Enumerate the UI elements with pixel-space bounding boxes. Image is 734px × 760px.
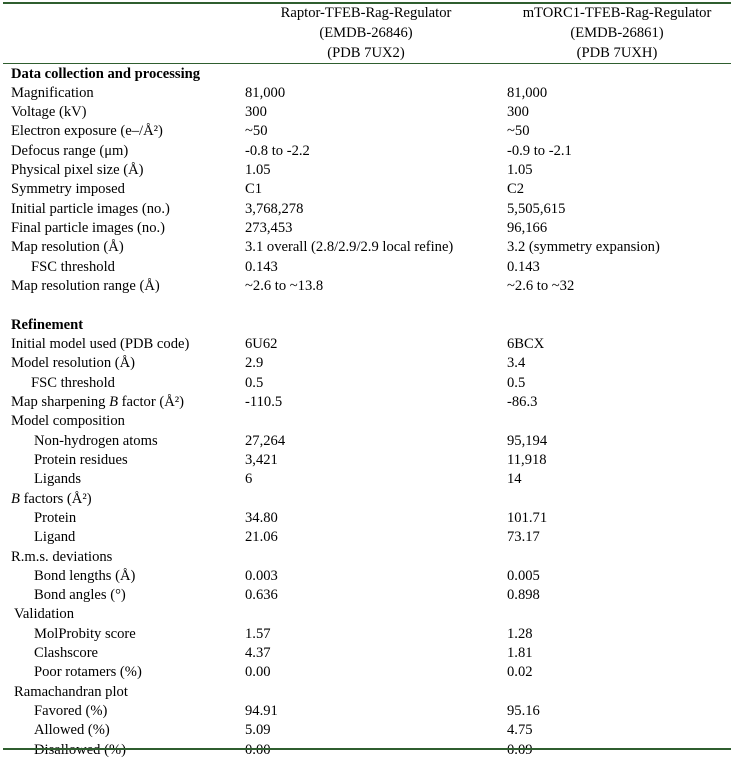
table-row — [0, 586, 734, 605]
value-mtorc1: 73.17 — [507, 529, 540, 546]
value-mtorc1: 5,505,615 — [507, 200, 566, 217]
table-row — [0, 509, 734, 528]
row-label: Initial particle images (no.) — [11, 200, 170, 217]
table-row — [0, 470, 734, 489]
value-mtorc1: C2 — [507, 181, 525, 198]
column-header-pdb: (PDB 7UX2) — [327, 45, 405, 61]
value-raptor: 1.57 — [245, 625, 271, 642]
row-label: Model composition — [11, 413, 125, 430]
row-label: Ramachandran plot — [14, 683, 128, 700]
value-raptor: 6 — [245, 471, 253, 488]
value-raptor: ~50 — [245, 123, 268, 140]
row-label: Protein — [34, 509, 77, 526]
column-header-emdb: (EMDB-26846) — [319, 25, 413, 41]
row-label: Initial model used (PDB code) — [11, 335, 190, 352]
value-raptor: 0.143 — [245, 258, 278, 275]
row-label: Final particle images (no.) — [11, 220, 165, 237]
table-row — [0, 277, 734, 296]
row-label: Clashscore — [34, 645, 99, 662]
row-label: Favored (%) — [34, 703, 108, 720]
value-mtorc1: 14 — [507, 471, 522, 488]
row-label: Symmetry imposed — [11, 181, 125, 198]
value-raptor: 34.80 — [245, 509, 278, 526]
value-mtorc1: -86.3 — [507, 393, 538, 410]
table-row — [0, 412, 734, 431]
value-raptor: 3.1 overall (2.8/2.9/2.9 local refine) — [245, 239, 454, 256]
value-mtorc1: 300 — [507, 104, 529, 121]
table-row — [0, 65, 734, 84]
table-row — [0, 316, 734, 335]
table-row — [0, 354, 734, 373]
value-raptor: 27,264 — [245, 432, 286, 449]
value-raptor: 94.91 — [245, 703, 278, 720]
row-label: Magnification — [11, 84, 94, 101]
value-raptor: 1.05 — [245, 162, 271, 179]
value-mtorc1: 101.71 — [507, 509, 548, 526]
column-header-emdb: (EMDB-26861) — [570, 25, 664, 41]
table-row — [0, 567, 734, 586]
table-row — [0, 122, 734, 141]
row-label: FSC threshold — [31, 258, 115, 275]
value-mtorc1: 1.81 — [507, 645, 533, 662]
value-raptor: 81,000 — [245, 84, 286, 101]
table-row — [0, 528, 734, 547]
table-row — [0, 84, 734, 103]
row-label: Ligands — [34, 471, 82, 488]
value-mtorc1: 0.5 — [507, 374, 526, 391]
value-raptor: 273,453 — [245, 220, 293, 237]
value-raptor: ~2.6 to ~13.8 — [245, 278, 324, 295]
row-label: Map resolution range (Å) — [11, 278, 160, 295]
table-row — [0, 238, 734, 257]
column-header-title: Raptor-TFEB-Rag-Regulator — [280, 5, 452, 21]
row-label: Poor rotamers (%) — [34, 664, 142, 681]
row-label: FSC threshold — [31, 374, 115, 391]
table-row — [0, 258, 734, 277]
table-row — [0, 296, 734, 315]
row-label: Defocus range (μm) — [11, 142, 129, 159]
table-row — [0, 663, 734, 682]
table-row — [0, 219, 734, 238]
value-raptor: -0.8 to -2.2 — [245, 142, 310, 159]
table-row — [0, 335, 734, 354]
table-row — [0, 702, 734, 721]
value-mtorc1: 0.005 — [507, 567, 540, 584]
row-label: Model resolution (Å) — [11, 355, 136, 372]
row-label: Voltage (kV) — [11, 104, 87, 121]
table-row — [0, 393, 734, 412]
value-mtorc1: 1.05 — [507, 162, 533, 179]
table-row — [0, 644, 734, 663]
table-row — [0, 161, 734, 180]
value-raptor: -110.5 — [245, 393, 283, 410]
value-mtorc1: 4.75 — [507, 722, 533, 739]
column-header-title: mTORC1-TFEB-Rag-Regulator — [522, 5, 712, 21]
row-label: Allowed (%) — [34, 722, 110, 739]
value-raptor: 300 — [245, 104, 267, 121]
row-label: R.m.s. deviations — [11, 548, 113, 565]
row-label: Map sharpening B factor (Å²) — [11, 393, 184, 410]
value-mtorc1: 95,194 — [507, 432, 548, 449]
value-mtorc1: 81,000 — [507, 84, 548, 101]
value-mtorc1: 6BCX — [507, 335, 545, 352]
value-raptor — [245, 741, 271, 760]
value-mtorc1: 0.143 — [507, 258, 540, 275]
row-label: Bond lengths (Å) — [34, 567, 136, 584]
value-raptor: 0.5 — [245, 374, 264, 391]
row-label: Bond angles (°) — [34, 587, 126, 604]
table-row — [0, 548, 734, 567]
value-raptor: 0.636 — [245, 587, 278, 604]
value-raptor: 0.003 — [245, 567, 278, 584]
table-row — [0, 142, 734, 161]
value-mtorc1: ~2.6 to ~32 — [507, 278, 575, 295]
row-label — [34, 741, 126, 760]
table-row — [0, 741, 734, 760]
value-mtorc1: 96,166 — [507, 220, 548, 237]
table-row — [0, 180, 734, 199]
row-label: Electron exposure (e–/Å²) — [11, 123, 163, 140]
value-raptor: 21.06 — [245, 529, 278, 546]
value-mtorc1: -0.9 to -2.1 — [507, 142, 572, 159]
value-mtorc1: 0.02 — [507, 664, 533, 681]
value-raptor: 3,768,278 — [245, 200, 304, 217]
row-label: B factors (Å²) — [11, 490, 92, 507]
value-raptor: 0.00 — [245, 664, 271, 681]
value-raptor: 6U62 — [245, 335, 278, 352]
row-label: Ligand — [34, 529, 76, 546]
row-label: Map resolution (Å) — [11, 239, 124, 256]
value-mtorc1: 3.4 — [507, 355, 526, 372]
value-mtorc1: 95.16 — [507, 703, 540, 720]
row-label: Non-hydrogen atoms — [34, 432, 158, 449]
table-row — [0, 683, 734, 702]
table-row — [0, 490, 734, 509]
value-mtorc1: 11,918 — [507, 451, 547, 468]
table-row — [0, 432, 734, 451]
value-raptor: C1 — [245, 181, 263, 198]
row-label: Data collection and processing — [11, 65, 201, 82]
row-label: Physical pixel size (Å) — [11, 162, 144, 179]
value-mtorc1: 3.2 (symmetry expansion) — [507, 239, 660, 256]
value-mtorc1 — [507, 741, 533, 760]
row-label: Protein residues — [34, 451, 128, 468]
table-row — [0, 103, 734, 122]
column-header-pdb: (PDB 7UXH) — [576, 45, 658, 61]
table-row — [0, 625, 734, 644]
row-label: MolProbity score — [34, 625, 136, 642]
table-row — [0, 451, 734, 470]
value-raptor: 5.09 — [245, 722, 271, 739]
value-mtorc1: 0.898 — [507, 587, 540, 604]
table-row — [0, 721, 734, 740]
row-label: Validation — [14, 606, 74, 623]
table-row — [0, 605, 734, 624]
row-label: Refinement — [11, 316, 84, 333]
value-mtorc1: 1.28 — [507, 625, 533, 642]
table-bottom-rule — [3, 748, 731, 750]
value-raptor: 4.37 — [245, 645, 271, 662]
value-mtorc1: ~50 — [507, 123, 530, 140]
table-row — [0, 374, 734, 393]
value-raptor: 2.9 — [245, 355, 264, 372]
table-row — [0, 200, 734, 219]
value-raptor: 3,421 — [245, 451, 278, 468]
